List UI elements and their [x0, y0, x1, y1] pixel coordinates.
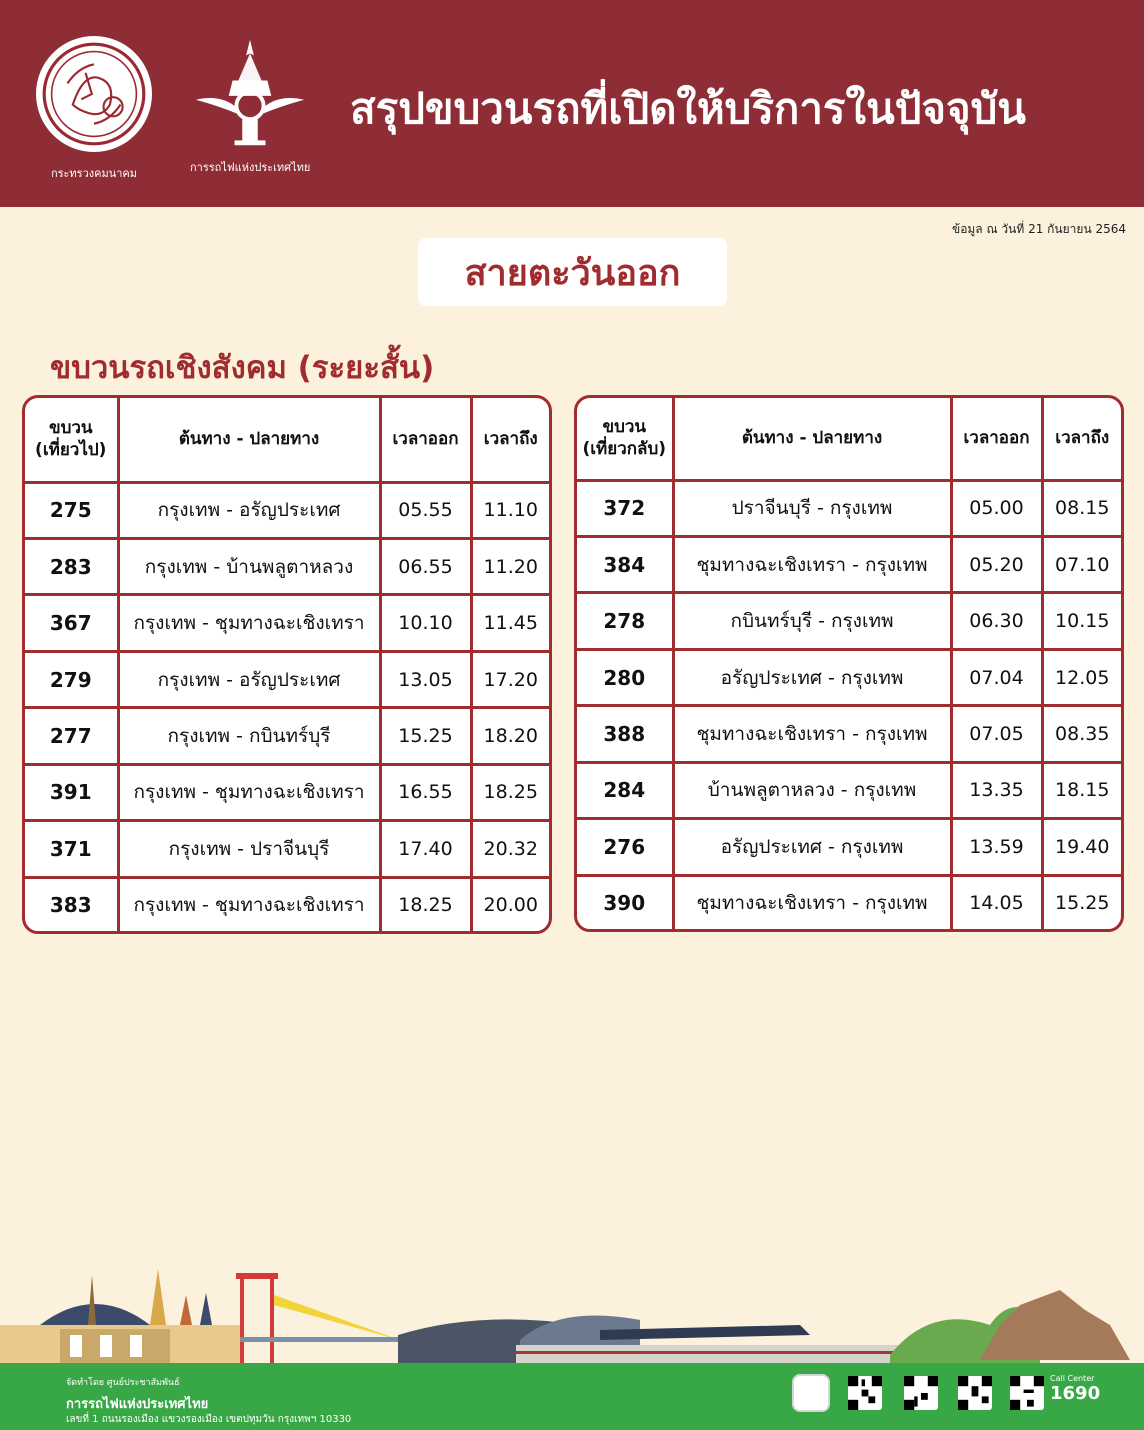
train-number: 391 — [25, 764, 118, 820]
section-title: ขบวนรถเชิงสังคม (ระยะสั้น) — [50, 350, 435, 386]
depart-time: 14.05 — [951, 875, 1042, 929]
arrive-time: 19.40 — [1042, 819, 1121, 875]
srt-logo — [190, 36, 310, 176]
srt-caption: การรถไฟแห่งประเทศไทย — [190, 161, 311, 174]
route: อรัญประเทศ - กรุงเทพ — [673, 649, 951, 705]
depart-time: 13.35 — [951, 762, 1042, 818]
app-icon[interactable] — [792, 1374, 830, 1412]
arrive-time: 11.45 — [471, 595, 549, 651]
depart-time: 13.05 — [380, 651, 471, 707]
depart-time: 05.55 — [380, 482, 471, 538]
table-row — [577, 480, 1121, 536]
route: ชุมทางฉะเชิงเทรา - กรุงเทพ — [673, 875, 951, 929]
table-row — [25, 595, 549, 651]
arrive-time: 20.00 — [471, 877, 549, 931]
train-number: 280 — [577, 649, 673, 705]
table-header-row — [25, 398, 549, 482]
city-skyline-illustration — [0, 1265, 1144, 1370]
arrive-time: 08.35 — [1042, 706, 1121, 762]
table-row — [577, 593, 1121, 649]
depart-time: 07.04 — [951, 649, 1042, 705]
qr-code-icon[interactable] — [904, 1376, 938, 1410]
col-header-train-no: ขบวน (เที่ยวกลับ) — [577, 398, 673, 480]
route: กรุงเทพ - อรัญประเทศ — [118, 651, 380, 707]
arrive-time: 18.25 — [471, 764, 549, 820]
arrive-time: 18.15 — [1042, 762, 1121, 818]
ministry-caption: กระทรวงคมนาคม — [50, 167, 138, 180]
col-header-train-no: ขบวน (เที่ยวไป) — [25, 398, 118, 482]
arrive-time: 07.10 — [1042, 536, 1121, 592]
route: ปราจีนบุรี - กรุงเทพ — [673, 480, 951, 536]
arrive-time: 11.20 — [471, 538, 549, 594]
srt-emblem-icon — [192, 36, 308, 152]
ministry-seal-icon — [36, 36, 152, 152]
footer-org-name: การรถไฟแห่งประเทศไทย — [66, 1397, 209, 1412]
page-title: สรุปขบวนรถที่เปิดให้บริการในปัจจุบัน — [350, 84, 1026, 133]
line-name-badge: สายตะวันออก — [418, 238, 727, 306]
route: บ้านพลูตาหลวง - กรุงเทพ — [673, 762, 951, 818]
arrive-time: 08.15 — [1042, 480, 1121, 536]
qr-code-icon[interactable] — [1010, 1376, 1044, 1410]
route: กรุงเทพ - ชุมทางฉะเชิงเทรา — [118, 877, 380, 931]
depart-time: 18.25 — [380, 877, 471, 931]
depart-time: 06.30 — [951, 593, 1042, 649]
train-number: 383 — [25, 877, 118, 931]
depart-time: 15.25 — [380, 708, 471, 764]
train-number: 390 — [577, 875, 673, 929]
depart-time: 13.59 — [951, 819, 1042, 875]
table-row — [25, 877, 549, 931]
depart-time: 10.10 — [380, 595, 471, 651]
footer-bar — [0, 1366, 1144, 1430]
table-row — [577, 819, 1121, 875]
route: อรัญประเทศ - กรุงเทพ — [673, 819, 951, 875]
table-row — [577, 536, 1121, 592]
qr-code-icon[interactable] — [848, 1376, 882, 1410]
depart-time: 17.40 — [380, 821, 471, 877]
depart-time: 05.20 — [951, 536, 1042, 592]
arrive-time: 12.05 — [1042, 649, 1121, 705]
call-center-number: 1690 — [1050, 1383, 1101, 1404]
arrive-time: 17.20 — [471, 651, 549, 707]
ministry-logo — [34, 36, 154, 182]
qr-code-icon[interactable] — [958, 1376, 992, 1410]
route: กรุงเทพ - ชุมทางฉะเชิงเทรา — [118, 764, 380, 820]
depart-time: 05.00 — [951, 480, 1042, 536]
train-number: 284 — [577, 762, 673, 818]
train-number: 384 — [577, 536, 673, 592]
route: กรุงเทพ - ชุมทางฉะเชิงเทรา — [118, 595, 380, 651]
table-row — [577, 875, 1121, 929]
col-header-route: ต้นทาง - ปลายทาง — [673, 398, 951, 480]
table-row — [25, 821, 549, 877]
table-row — [577, 706, 1121, 762]
col-header-depart: เวลาออก — [951, 398, 1042, 480]
route: กรุงเทพ - ปราจีนบุรี — [118, 821, 380, 877]
call-center — [1050, 1374, 1100, 1404]
arrive-time: 20.32 — [471, 821, 549, 877]
route: ชุมทางฉะเชิงเทรา - กรุงเทพ — [673, 536, 951, 592]
train-number: 371 — [25, 821, 118, 877]
table-row — [25, 708, 549, 764]
header-banner — [0, 0, 1144, 207]
col-header-arrive: เวลาถึง — [471, 398, 549, 482]
train-number: 283 — [25, 538, 118, 594]
route: กรุงเทพ - บ้านพลูตาหลวง — [118, 538, 380, 594]
arrive-time: 18.20 — [471, 708, 549, 764]
route: ชุมทางฉะเชิงเทรา - กรุงเทพ — [673, 706, 951, 762]
table-row — [25, 764, 549, 820]
col-header-depart: เวลาออก — [380, 398, 471, 482]
arrive-time: 11.10 — [471, 482, 549, 538]
arrive-time: 10.15 — [1042, 593, 1121, 649]
depart-time: 16.55 — [380, 764, 471, 820]
train-number: 372 — [577, 480, 673, 536]
col-header-route: ต้นทาง - ปลายทาง — [118, 398, 380, 482]
footer-address: เลขที่ 1 ถนนรองเมือง แขวงรองเมือง เขตปทุมวัน กรุงเทพฯ 10330 — [66, 1414, 352, 1425]
route: กรุงเทพ - กบินทร์บุรี — [118, 708, 380, 764]
table-row — [25, 482, 549, 538]
route: กบินทร์บุรี - กรุงเทพ — [673, 593, 951, 649]
col-header-arrive: เวลาถึง — [1042, 398, 1121, 480]
table-row — [577, 762, 1121, 818]
call-center-label: Call Center — [1050, 1374, 1095, 1383]
train-number: 367 — [25, 595, 118, 651]
train-number: 388 — [577, 706, 673, 762]
depart-time: 07.05 — [951, 706, 1042, 762]
train-number: 278 — [577, 593, 673, 649]
table-row — [25, 651, 549, 707]
table-row — [577, 649, 1121, 705]
data-as-of-date: ข้อมูล ณ วันที่ 21 กันยายน 2564 — [951, 222, 1126, 236]
train-number: 275 — [25, 482, 118, 538]
train-number: 276 — [577, 819, 673, 875]
footer-produced-by: จัดทำโดย ศูนย์ประชาสัมพันธ์ — [66, 1378, 180, 1388]
inbound-timetable — [574, 395, 1124, 932]
train-number: 279 — [25, 651, 118, 707]
route: กรุงเทพ - อรัญประเทศ — [118, 482, 380, 538]
outbound-timetable — [22, 395, 552, 934]
depart-time: 06.55 — [380, 538, 471, 594]
table-row — [25, 538, 549, 594]
arrive-time: 15.25 — [1042, 875, 1121, 929]
table-header-row — [577, 398, 1121, 480]
train-number: 277 — [25, 708, 118, 764]
